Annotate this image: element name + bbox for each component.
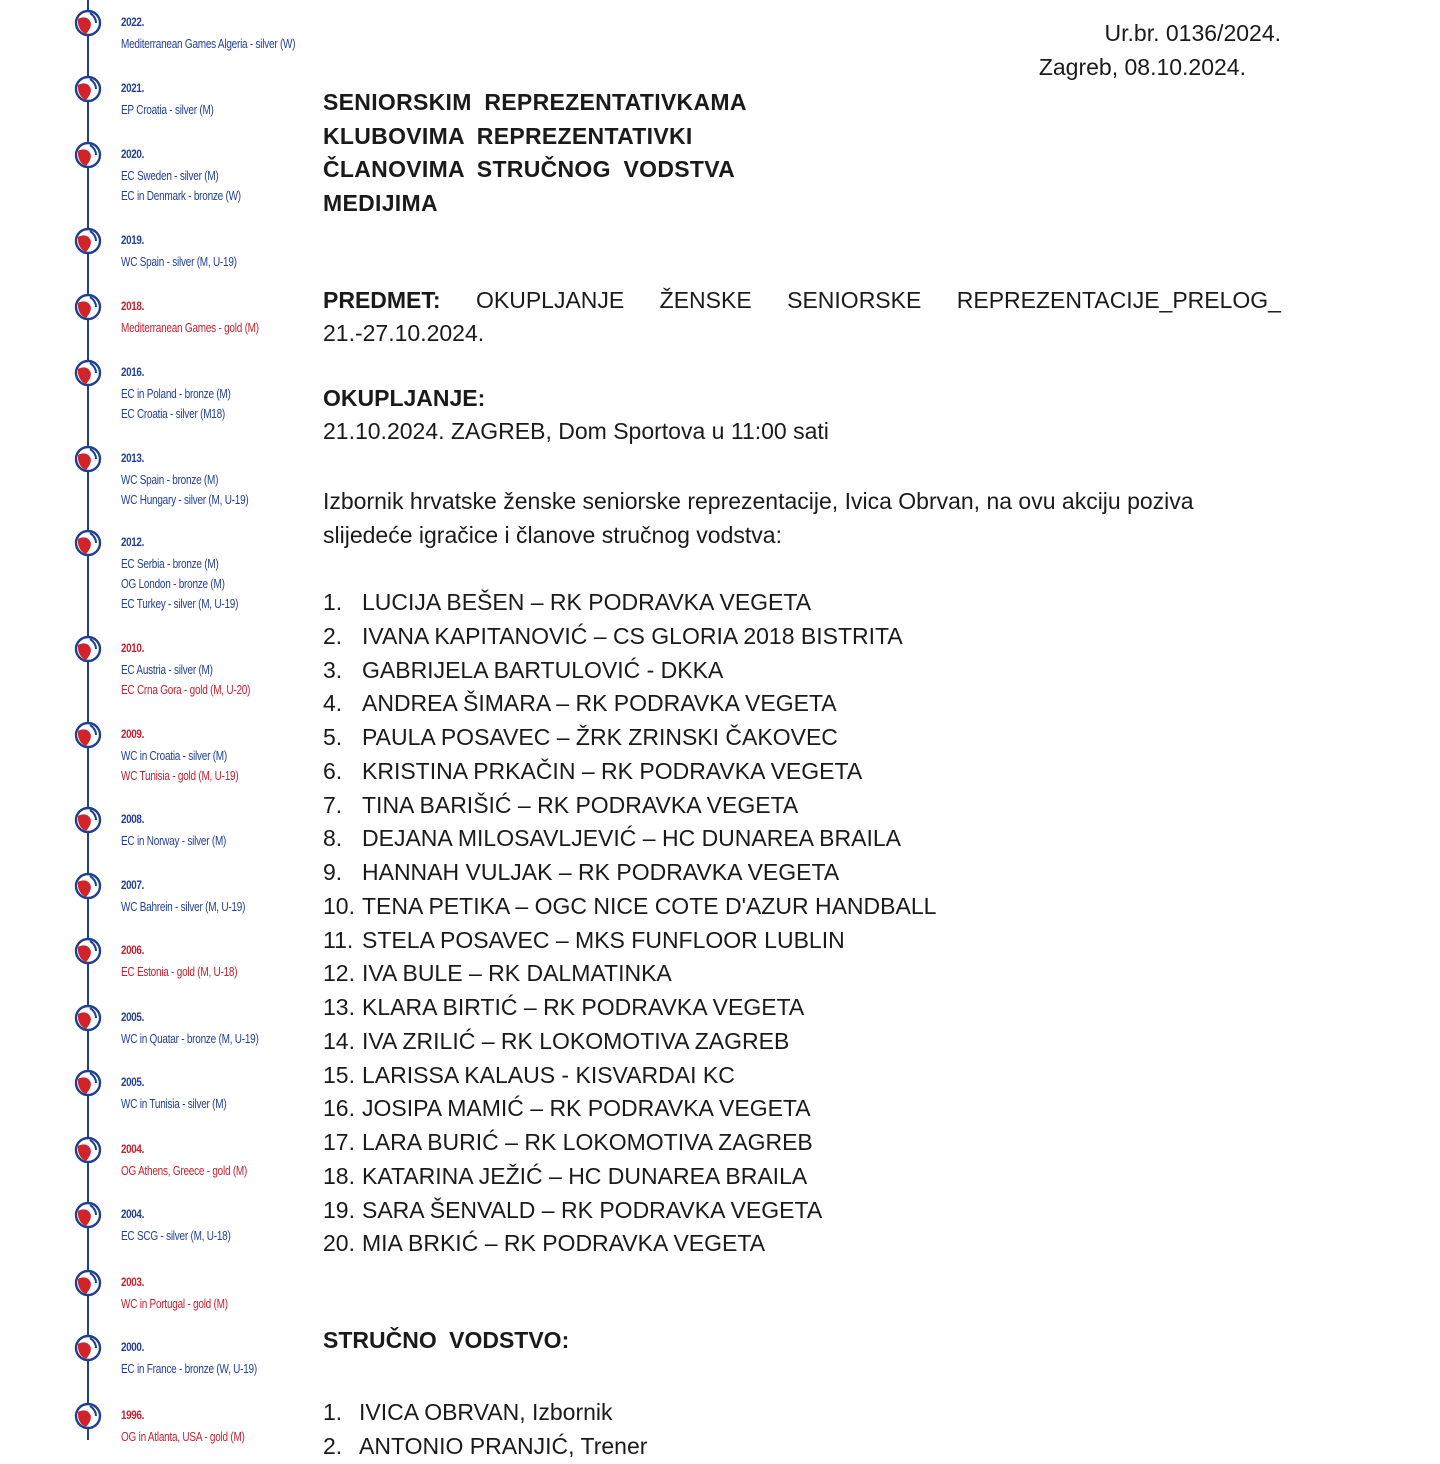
list-number: 11. xyxy=(323,926,354,953)
list-number: 14. xyxy=(323,1027,355,1054)
player-item xyxy=(323,1059,936,1093)
letter-body xyxy=(323,0,1293,1459)
timeline-achievement: EC SCG - silver (M, U-18) xyxy=(121,1229,231,1243)
recipient-line: MEDIJIMA xyxy=(323,190,438,217)
player-name-club: STELA POSAVEC – MKS FUNFLOOR LUBLIN xyxy=(362,926,845,953)
timeline-achievement: WC in Croatia - silver (M) xyxy=(121,749,227,763)
timeline-achievement: OG London - bronze (M) xyxy=(121,577,225,591)
timeline-year: 2020. xyxy=(121,147,144,161)
list-number: 9. xyxy=(323,859,343,885)
timeline-year: 2005. xyxy=(121,1075,144,1089)
timeline-achievement: EC Austria - silver (M) xyxy=(121,663,213,677)
recipients-block xyxy=(323,86,747,221)
subject-word: OKUPLJANJE xyxy=(475,287,625,313)
timeline-achievement: WC Spain - bronze (M) xyxy=(121,473,219,487)
timeline-year: 2007. xyxy=(121,878,144,892)
player-name-club: TINA BARIŠIĆ – RK PODRAVKA VEGETA xyxy=(362,791,799,818)
timeline-year: 1996. xyxy=(121,1408,144,1422)
list-number: 6. xyxy=(323,757,343,784)
player-name-club: LARA BURIĆ – RK LOKOMOTIVA ZAGREB xyxy=(362,1129,813,1155)
intro-paragraph: Izbornik hrvatske ženske seniorske reprezentacije, Ivica Obrvan, na ovu akciju poziva slijedeće igračice i članove stručnog vodstva: xyxy=(323,488,1194,548)
timeline-achievement: WC in Quatar - bronze (M, U-19) xyxy=(121,1032,259,1046)
player-name-club: KATARINA JEŽIĆ – HC DUNAREA BRAILA xyxy=(362,1162,808,1189)
timeline-achievement: EC Turkey - silver (M, U-19) xyxy=(121,597,239,611)
subject-word: ŽENSKE xyxy=(659,287,752,313)
list-number: 8. xyxy=(323,825,343,852)
subject-word: REPREZENTACIJE_PRELOG_ xyxy=(956,287,1281,313)
player-item xyxy=(323,822,936,856)
handball-icon xyxy=(74,1334,102,1362)
handball-icon xyxy=(74,721,102,749)
handball-icon xyxy=(74,529,102,557)
timeline-achievement: WC Tunisia - gold (M, U-19) xyxy=(121,769,239,783)
list-number: 4. xyxy=(323,690,343,717)
timeline-year: 2018. xyxy=(121,299,144,313)
timeline-year: 2003. xyxy=(121,1275,144,1289)
player-name-club: JOSIPA MAMIĆ – RK PODRAVKA VEGETA xyxy=(362,1095,811,1122)
handball-icon xyxy=(74,141,102,169)
staff-member: IVICA OBRVAN, Izbornik xyxy=(359,1399,613,1425)
timeline-achievement: EC Croatia - silver (M18) xyxy=(121,407,226,421)
recipient-line: KLUBOVIMA REPREZENTATIVKI xyxy=(323,122,693,149)
player-item xyxy=(323,654,936,688)
timeline-achievement: EC in Poland - bronze (M) xyxy=(121,387,231,401)
player-name-club: SARA ŠENVALD – RK PODRAVKA VEGETA xyxy=(362,1196,823,1223)
recipient-line: SENIORSKIM REPREZENTATIVKAMA xyxy=(323,89,747,115)
gathering-heading: OKUPLJANJE: xyxy=(323,385,486,411)
timeline-year: 2005. xyxy=(121,1010,144,1024)
list-number: 18. xyxy=(323,1162,355,1189)
list-number: 17. xyxy=(323,1129,355,1155)
handball-icon xyxy=(74,359,102,387)
player-item xyxy=(323,991,936,1025)
player-item xyxy=(323,856,936,890)
handball-icon xyxy=(74,937,102,965)
list-number: 1. xyxy=(323,1399,343,1425)
achievements-timeline xyxy=(0,0,320,1444)
player-item xyxy=(323,789,936,823)
subject-label: PREDMET: xyxy=(323,287,441,313)
gathering-details: 21.10.2024. ZAGREB, Dom Sportova u 11:00 sati xyxy=(323,418,829,444)
list-number: 13. xyxy=(323,994,355,1020)
player-item xyxy=(323,721,936,755)
handball-icon xyxy=(74,872,102,900)
player-name-club: KRISTINA PRKAČIN – RK PODRAVKA VEGETA xyxy=(362,757,863,784)
handball-icon xyxy=(74,9,102,37)
player-item xyxy=(323,687,936,721)
timeline-year: 2004. xyxy=(121,1207,144,1221)
timeline-achievement: OG in Atlanta, USA - gold (M) xyxy=(121,1430,245,1444)
timeline-achievement: WC Bahrein - silver (M, U-19) xyxy=(121,900,246,914)
player-name-club: DEJANA MILOSAVLJEVIĆ – HC DUNAREA BRAILA xyxy=(362,825,901,852)
timeline-achievement: EC Serbia - bronze (M) xyxy=(121,557,219,571)
list-number: 2. xyxy=(323,1432,343,1459)
player-item xyxy=(323,586,936,620)
player-item xyxy=(323,1227,936,1261)
list-number: 1. xyxy=(323,589,343,615)
timeline-achievement: EC in Norway - silver (M) xyxy=(121,834,227,848)
timeline-achievement: EP Croatia - silver (M) xyxy=(121,103,214,117)
timeline-achievement: EC in Denmark - bronze (W) xyxy=(121,189,241,203)
timeline-year: 2000. xyxy=(121,1340,144,1354)
player-item xyxy=(323,957,936,991)
player-name-club: IVANA KAPITANOVIĆ – CS GLORIA 2018 BISTRITA xyxy=(362,622,903,649)
handball-icon xyxy=(74,75,102,103)
list-number: 19. xyxy=(323,1196,355,1223)
timeline-year: 2004. xyxy=(121,1142,144,1156)
player-name-club: PAULA POSAVEC – ŽRK ZRINSKI ČAKOVEC xyxy=(362,724,838,750)
list-number: 20. xyxy=(323,1230,355,1257)
handball-icon xyxy=(74,1004,102,1032)
player-item xyxy=(323,924,936,958)
timeline-year: 2010. xyxy=(121,641,144,655)
handball-icon xyxy=(74,1136,102,1164)
timeline-achievement: EC in France - bronze (W, U-19) xyxy=(121,1362,257,1376)
player-name-club: IVA ZRILIĆ – RK LOKOMOTIVA ZAGREB xyxy=(362,1027,790,1054)
timeline-achievement: OG Athens, Greece - gold (M) xyxy=(121,1164,248,1178)
timeline-year: 2009. xyxy=(121,727,144,741)
handball-icon xyxy=(74,293,102,321)
list-number: 10. xyxy=(323,892,355,919)
staff-item xyxy=(323,1396,647,1430)
handball-icon xyxy=(74,1069,102,1097)
staff-member: ANTONIO PRANJIĆ, Trener xyxy=(359,1432,648,1459)
timeline-year: 2013. xyxy=(121,451,144,465)
reference-number: Ur.br. 0136/2024. xyxy=(1104,20,1281,46)
handball-icon xyxy=(74,1201,102,1229)
player-name-club: LARISSA KALAUS - KISVARDAI KC xyxy=(362,1061,735,1088)
timeline-achievement: WC Hungary - silver (M, U-19) xyxy=(121,493,249,507)
timeline-achievement: Mediterranean Games - gold (M) xyxy=(121,321,259,335)
player-name-club: LUCIJA BEŠEN – RK PODRAVKA VEGETA xyxy=(362,589,812,615)
list-number: 2. xyxy=(323,622,343,649)
timeline-achievement: Mediterranean Games Algeria - silver (W) xyxy=(121,37,296,51)
player-item xyxy=(323,1160,936,1194)
handball-icon xyxy=(74,1269,102,1297)
player-name-club: MIA BRKIĆ – RK PODRAVKA VEGETA xyxy=(362,1230,766,1257)
subject-word: SENIORSKE xyxy=(787,287,922,313)
player-item xyxy=(323,620,936,654)
player-item xyxy=(323,890,936,924)
player-name-club: KLARA BIRTIĆ – RK PODRAVKA VEGETA xyxy=(362,994,805,1020)
player-name-club: TENA PETIKA – OGC NICE COTE D'AZUR HANDBALL xyxy=(362,892,937,919)
subject-block xyxy=(323,284,1281,350)
timeline-year: 2022. xyxy=(121,15,144,29)
list-number: 3. xyxy=(323,656,343,683)
timeline-achievement: EC Crna Gora - gold (M, U-20) xyxy=(121,683,251,697)
staff-heading: STRUČNO VODSTVO: xyxy=(323,1327,570,1353)
player-item xyxy=(323,1126,936,1160)
timeline-year: 2021. xyxy=(121,81,144,95)
timeline-achievement: WC in Portugal - gold (M) xyxy=(121,1297,228,1311)
timeline-year: 2012. xyxy=(121,535,144,549)
list-number: 16. xyxy=(323,1095,355,1122)
timeline-year: 2019. xyxy=(121,233,144,247)
staff-item xyxy=(323,1430,647,1464)
timeline-year: 2008. xyxy=(121,812,144,826)
place-date: Zagreb, 08.10.2024. xyxy=(1038,54,1246,80)
player-item xyxy=(323,1194,936,1228)
players-list xyxy=(323,586,936,1261)
handball-icon xyxy=(74,445,102,473)
subject-dates: 21.-27.10.2024. xyxy=(323,320,485,346)
list-number: 5. xyxy=(323,724,343,750)
player-item xyxy=(323,1092,936,1126)
handball-icon xyxy=(74,806,102,834)
player-item xyxy=(323,1025,936,1059)
list-number: 12. xyxy=(323,960,355,987)
handball-icon xyxy=(74,227,102,255)
handball-icon xyxy=(74,1402,102,1430)
recipient-line: ČLANOVIMA STRUČNOG VODSTVA xyxy=(323,156,736,183)
timeline-achievement: WC Spain - silver (M, U-19) xyxy=(121,255,237,269)
player-name-club: HANNAH VULJAK – RK PODRAVKA VEGETA xyxy=(362,859,840,885)
player-item xyxy=(323,755,936,789)
timeline-year: 2006. xyxy=(121,943,144,957)
player-name-club: GABRIJELA BARTULOVIĆ - DKKA xyxy=(362,656,724,683)
timeline-year: 2016. xyxy=(121,365,144,379)
handball-icon xyxy=(74,635,102,663)
list-number: 15. xyxy=(323,1061,355,1088)
timeline-achievement: EC Estonia - gold (M, U-18) xyxy=(121,965,238,979)
list-number: 7. xyxy=(323,791,343,818)
staff-list xyxy=(323,1396,647,1464)
timeline-achievement: EC Sweden - silver (M) xyxy=(121,169,219,183)
player-name-club: ANDREA ŠIMARA – RK PODRAVKA VEGETA xyxy=(362,690,837,717)
player-name-club: IVA BULE – RK DALMATINKA xyxy=(362,960,672,987)
timeline-achievement: WC in Tunisia - silver (M) xyxy=(121,1097,227,1111)
